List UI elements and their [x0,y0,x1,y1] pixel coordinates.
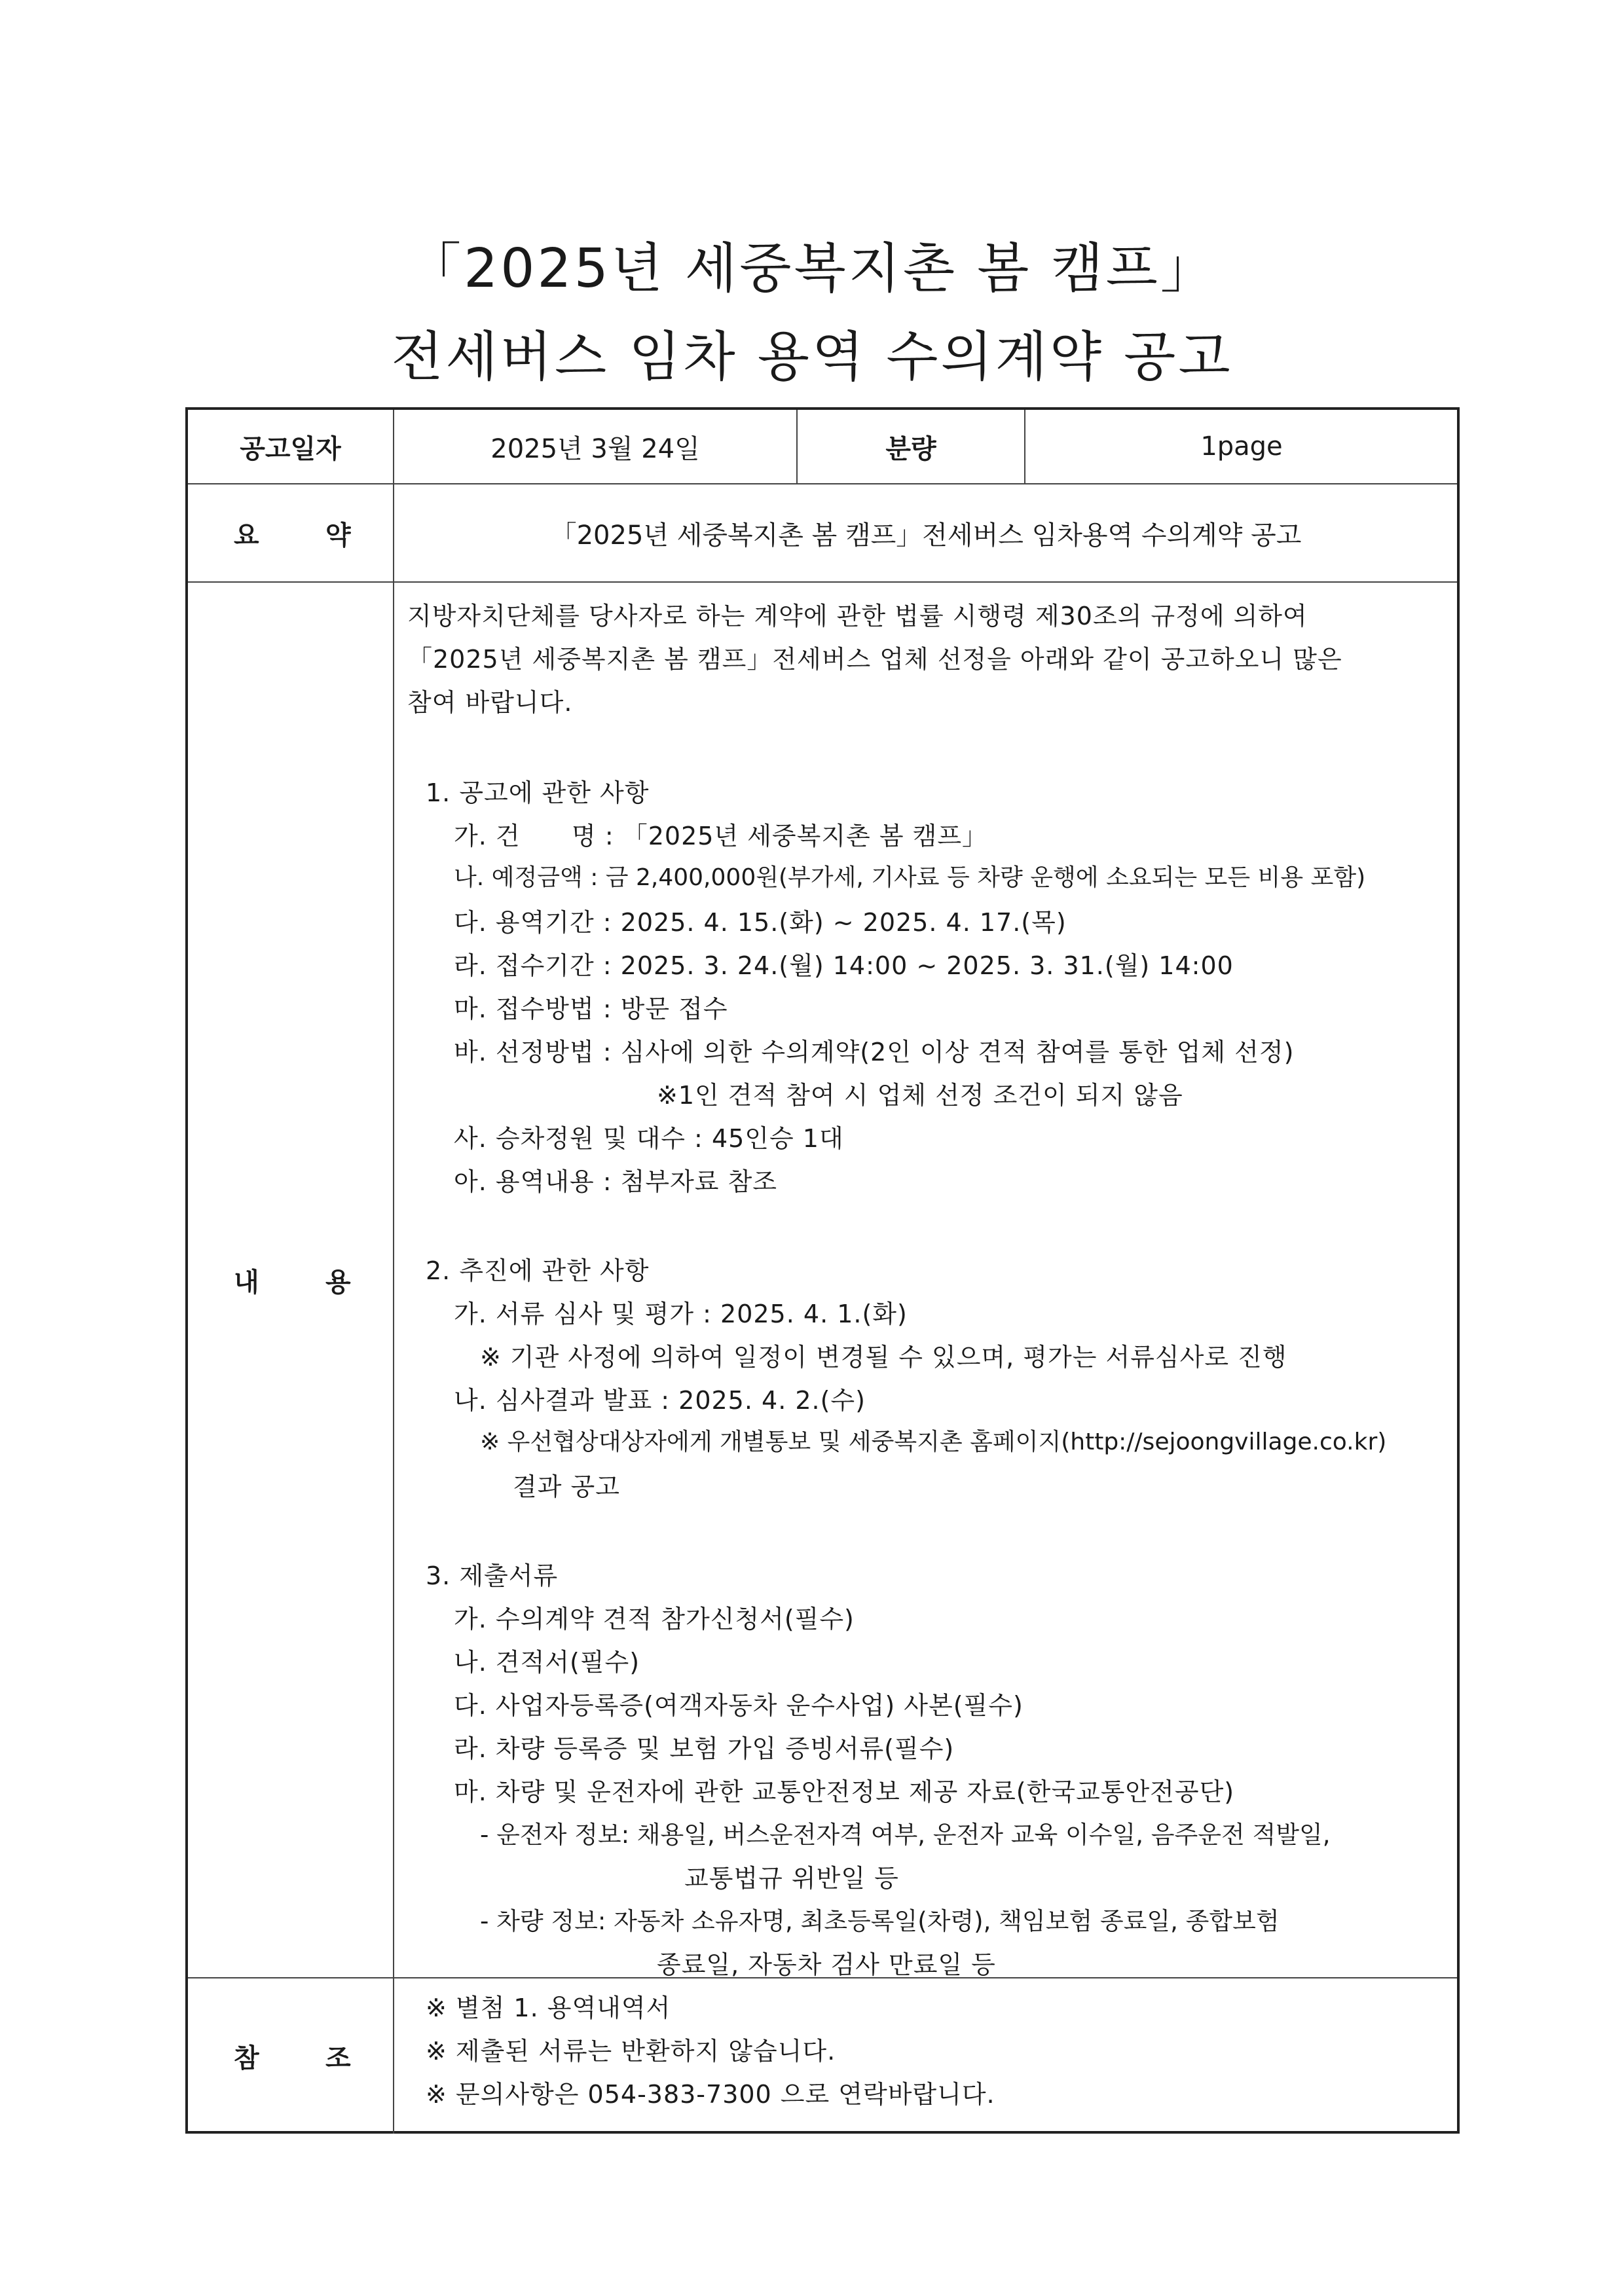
section-1-title: 1. 공고에 관한 사항 [426,778,650,807]
section-2-item: 가. 서류 심사 및 평가 : 2025. 4. 1.(화) [454,1300,908,1328]
section-1-item: 마. 접수방법 : 방문 접수 [454,994,728,1023]
section-2-item: 나. 심사결과 발표 : 2025. 4. 2.(수) [454,1386,866,1415]
section-3-item: 라. 차량 등록증 및 보험 가입 증빙서류(필수) [454,1734,955,1763]
reference-item: ※ 별첨 1. 용역내역서 [426,1994,671,2022]
reference-label-a: 참 [234,2043,259,2073]
section-3-item: 마. 차량 및 운전자에 관한 교통안전정보 제공 자료(한국교통안전공단) [454,1777,1235,1806]
intro-line: 지방자치단체를 당사자로 하는 계약에 관한 법률 시행령 제30조의 규정에 의하여 [407,602,1308,630]
reference-item: ※ 문의사항은 054-383-7300 으로 연락바랍니다. [426,2080,995,2109]
section-1-item: 다. 용역기간 : 2025. 4. 15.(화) ~ 2025. 4. 17.(목) [454,908,1067,937]
section-3-item: 다. 사업자등록증(여객자동차 운수사업) 사본(필수) [454,1691,1024,1720]
reference-label [188,1978,393,2134]
document-title-line1: 「2025년 세중복지촌 봄 캠프」 [407,238,1217,300]
content-label-a: 내 [234,1267,259,1298]
column-divider [393,410,394,2134]
section-3-item: 가. 수의계약 견적 참가신청서(필수) [454,1605,855,1633]
section-1-item: 아. 용역내용 : 첨부자료 참조 [454,1167,777,1196]
section-1-item: 라. 접수기간 : 2025. 3. 24.(월) 14:00 ~ 2025. 3. 31.(월) 14:00 [454,951,1234,980]
intro-line: 참여 바랍니다. [407,688,573,717]
document-title-line2: 전세버스 임차 용역 수의계약 공고 [391,326,1233,388]
section-1-note: ※1인 견적 참여 시 업체 선정 조건이 되지 않음 [657,1081,1183,1110]
date-label: 공고일자 [240,433,341,464]
section-3-subitem-cont: 교통법규 위반일 등 [684,1864,899,1893]
summary-label [188,484,393,581]
date-value: 2025년 3월 24일 [490,433,700,464]
section-2-title: 2. 추진에 관한 사항 [426,1256,650,1285]
section-2-note: ※ 기관 사정에 의하여 일정이 변경될 수 있으며, 평가는 서류심사로 진행 [480,1343,1287,1372]
section-1-item: 가. 건 명 : 「2025년 세중복지촌 봄 캠프」 [454,822,988,850]
content-label [188,583,393,1977]
section-1-item: 바. 선정방법 : 심사에 의한 수의계약(2인 이상 견적 참여를 통한 업체 선정) [454,1038,1295,1066]
section-2-note-cont: 결과 공고 [513,1472,620,1501]
amount-label: 분량 [885,433,936,464]
section-3-subitem: - 운전자 정보: 채용일, 버스운전자격 여부, 운전자 교육 이수일, 음주운전 적발일, [480,1821,1331,1849]
content-label-b: 용 [325,1267,351,1298]
amount-value: 1page [1200,431,1283,462]
reference-label-b: 조 [325,2043,351,2073]
reference-item: ※ 제출된 서류는 반환하지 않습니다. [426,2037,836,2066]
section-3-item: 나. 견적서(필수) [454,1648,640,1677]
summary-label-a: 요 [234,520,259,551]
section-3-subitem-cont: 종료일, 자동차 검사 만료일 등 [657,1950,996,1979]
section-3-subitem: - 차량 정보: 자동차 소유자명, 최초등록일(차령), 책임보험 종료일, 종합보험 [480,1907,1280,1935]
section-3-title: 3. 제출서류 [426,1561,559,1590]
intro-line: 「2025년 세중복지촌 봄 캠프」전세버스 업체 선정을 아래와 같이 공고하오니 많은 [407,645,1342,674]
section-2-note: ※ 우선협상대상자에게 개별통보 및 세중복지촌 홈페이지(http://sejoongvillage.co.kr) [480,1429,1387,1455]
summary-label-b: 약 [325,520,351,551]
summary-value: 「2025년 세중복지촌 봄 캠프」전세버스 임차용역 수의계약 공고 [550,520,1302,551]
section-1-item: 사. 승차정원 및 대수 : 45인승 1대 [454,1124,844,1153]
section-1-item: 나. 예정금액 : 금 2,400,000원(부가세, 기사료 등 차량 운행에 소요되는 모든 비용 포함) [454,864,1366,891]
